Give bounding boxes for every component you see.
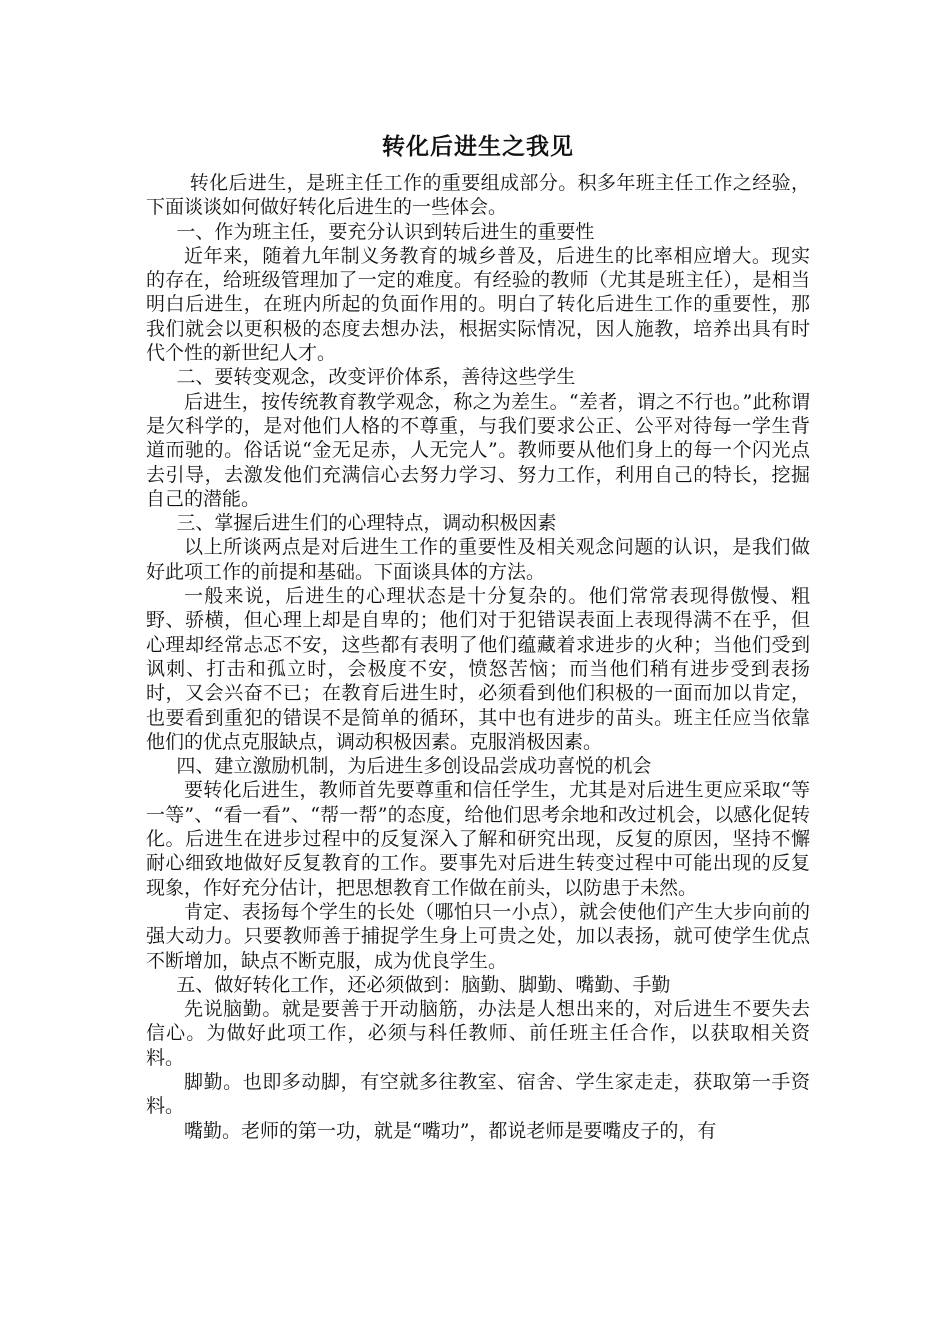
section-heading-4: 四、建立激励机制，为后进生多创设品尝成功喜悦的机会	[176, 755, 652, 778]
section-heading-2: 二、要转变观念，改变评价体系，善待这些学生	[176, 366, 576, 389]
body-paragraph: 要转化后进生，教师首先要尊重和信任学生，尤其是对后进生更应采取“等一等”、“看一看”、“帮一帮”的态度，给他们思考余地和改过机会，以感化促转化。后进生在进步过程中的反复深入了解和研究出现，反复的原因，坚持不懈耐心细致地做好反复教育的工作。要事先对后进生转变过程中可能出现的反复现象，作好充分估计，把思想教育工作做在前头，以防患于未然。	[146, 779, 810, 899]
intro-paragraph: 转化后进生，是班主任工作的重要组成部分。积多年班主任工作之经验，下面谈谈如何做好转化后进生的一些体会。	[146, 172, 810, 219]
section-heading-5: 五、做好转化工作，还必须做到：脑勤、脚勤、嘴勤、手勤	[176, 973, 671, 996]
body-paragraph: 后进生，按传统教育教学观念，称之为差生。“差者，谓之不行也。”此称谓是欠科学的，是对他们人格的不尊重，与我们要求公正、公平对待每一学生背道而驰的。俗话说“金无足赤，人无完人”。教师要从他们身上的每一个闪光点去引导，去激发他们充满信心去努力学习、努力工作，利用自己的特长，挖掘自己的潜能。	[146, 390, 810, 510]
body-paragraph: 嘴勤。老师的第一功，就是“嘴功”，都说老师是要嘴皮子的，有	[184, 1119, 717, 1142]
section-heading-3: 三、掌握后进生们的心理特点，调动积极因素	[176, 512, 557, 535]
body-paragraph: 脚勤。也即多动脚，有空就多往教室、宿舍、学生家走走，获取第一手资料。	[146, 1070, 810, 1118]
body-paragraph: 一般来说，后进生的心理状态是十分复杂的。他们常常表现得傲慢、粗野、骄横，但心理上却是自卑的；他们对于犯错误表面上表现得满不在乎，但心理却经常忐忑不安，这些都有表明了他们蕴藏着求进步的火种；当他们受到讽刺、打击和孤立时，会极度不安，愤怒苦恼；而当他们稍有进步受到表扬时，又会兴奋不已；在教育后进生时，必须看到他们积极的一面而加以肯定，也要看到重犯的错误不是简单的循环，其中也有进步的苗头。班主任应当依靠他们的优点克服缺点，调动积极因素。克服消极因素。	[146, 585, 810, 753]
body-paragraph: 肯定、表扬每个学生的长处（哪怕只一小点），就会使他们产生大步向前的强大动力。只要教师善于捕捉学生身上可贵之处，加以表扬，就可使学生优点不断增加，缺点不断克服，成为优良学生。	[146, 900, 810, 972]
body-paragraph: 以上所谈两点是对后进生工作的重要性及相关观念问题的认识，是我们做好此项工作的前提和基础。下面谈具体的方法。	[146, 536, 810, 583]
document-title: 转化后进生之我见	[382, 134, 574, 160]
body-paragraph: 先说脑勤。就是要善于开动脑筋，办法是人想出来的，对后进生不要失去信心。为做好此项工作，必须与科任教师、前任班主任合作，以获取相关资料。	[146, 998, 810, 1069]
document-body	[146, 131, 810, 1143]
section-heading-1: 一、作为班主任，要充分认识到转后进生的重要性	[176, 220, 595, 243]
body-paragraph: 近年来，随着九年制义务教育的城乡普及，后进生的比率相应增大。现实的存在，给班级管理加了一定的难度。有经验的教师（尤其是班主任），是相当明白后进生，在班内所起的负面作用的。明白了转化后进生工作的重要性，那我们就会以更积极的态度去想办法，根据实际情况，因人施教，培养出具有时代个性的新世纪人才。	[146, 244, 810, 365]
